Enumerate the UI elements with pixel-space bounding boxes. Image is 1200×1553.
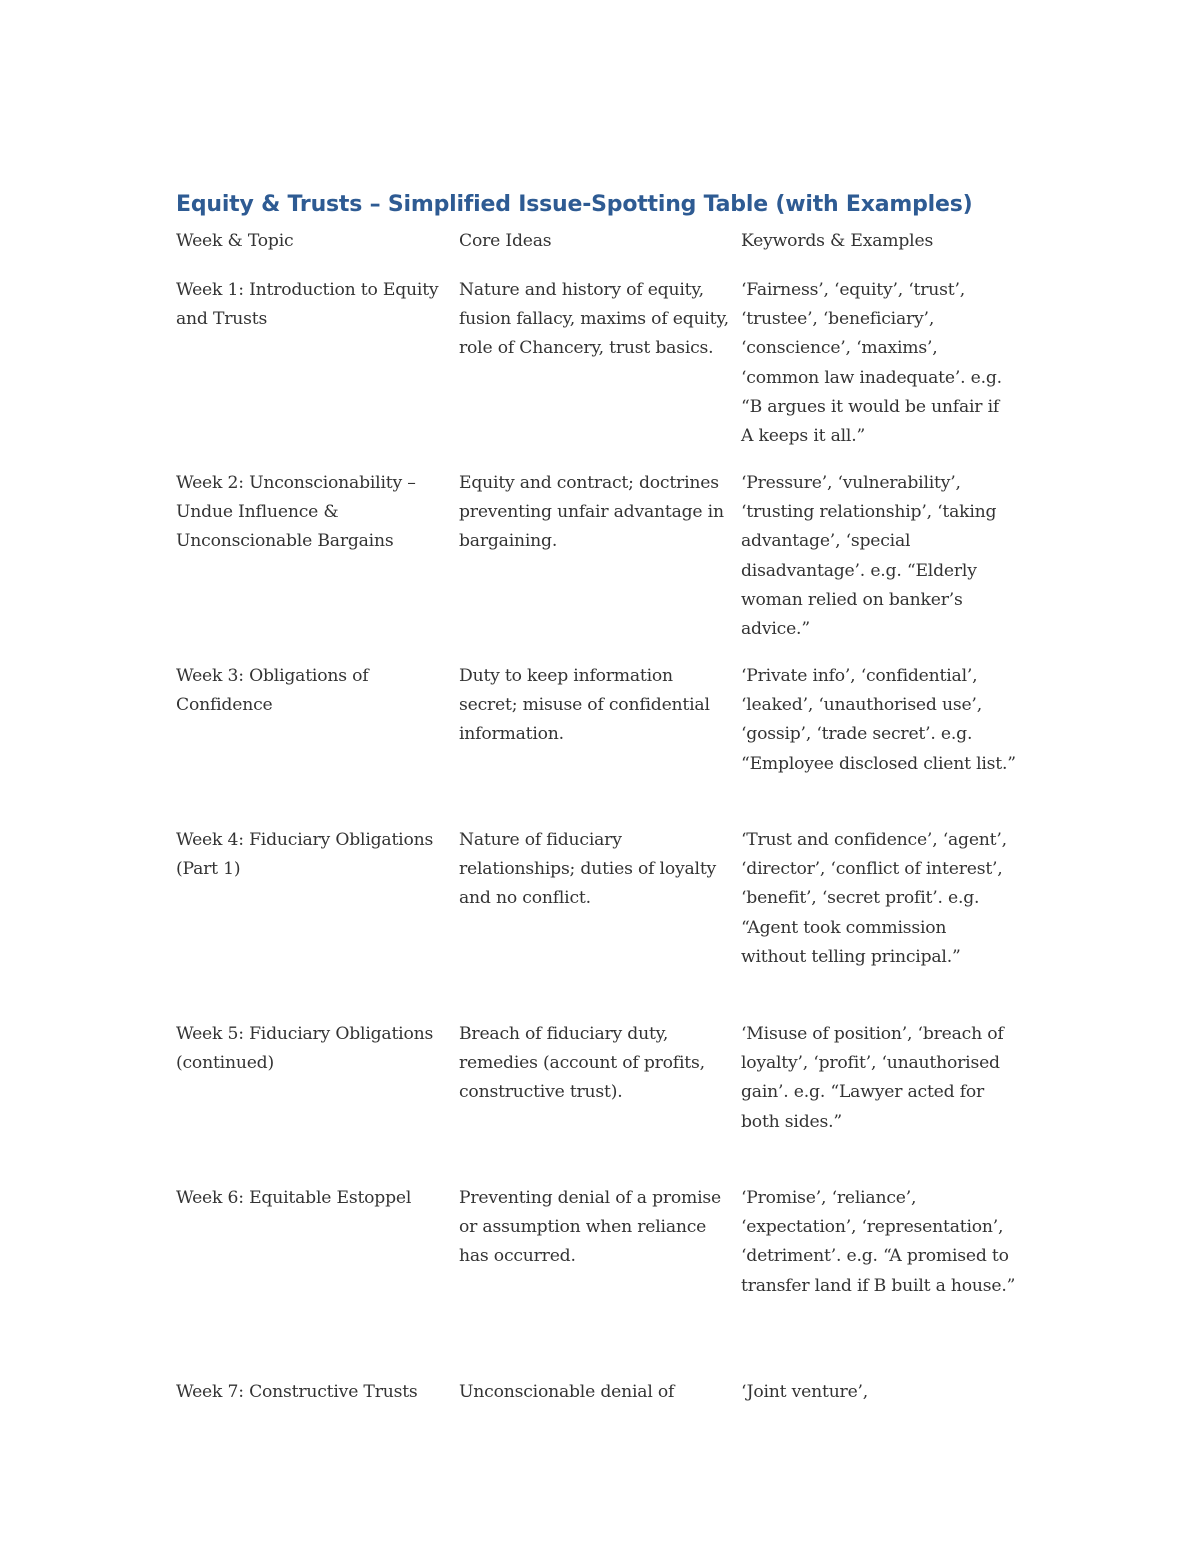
- row-keywords: ‘Promise’, ‘reliance’, ‘expectation’, ‘representation’, ‘detriment’. e.g. “A promised to transfer land if B built a house.”: [741, 1188, 1016, 1296]
- row-topic: Week 5: Fiduciary Obligations (continued): [176, 1024, 434, 1074]
- row-keywords: ‘Misuse of position’, ‘breach of loyalty’, ‘profit’, ‘unauthorised gain’. e.g. “Lawyer acted for both sides.”: [741, 1024, 1004, 1132]
- row-topic: Week 6: Equitable Estoppel: [176, 1188, 412, 1208]
- header-week-topic: Week & Topic: [176, 231, 294, 251]
- row-core-ideas: Equity and contract; doctrines preventing unfair advantage in bargaining.: [459, 473, 724, 552]
- row-keywords: ‘Joint venture’,: [741, 1382, 869, 1402]
- row-core-ideas: Duty to keep information secret; misuse of confidential information.: [459, 666, 710, 745]
- row-topic: Week 4: Fiduciary Obligations (Part 1): [176, 830, 434, 880]
- row-topic: Week 7: Constructive Trusts: [176, 1382, 418, 1402]
- row-keywords: ‘Trust and confidence’, ‘agent’, ‘director’, ‘conflict of interest’, ‘benefit’, ‘secret profit’. e.g. “Agent took commission without telling principal.”: [741, 830, 1007, 967]
- row-core-ideas: Preventing denial of a promise or assumption when reliance has occurred.: [459, 1188, 722, 1267]
- row-keywords: ‘Fairness’, ‘equity’, ‘trust’, ‘trustee’, ‘beneficiary’, ‘conscience’, ‘maxims’, ‘common law inadequate’. e.g. “B argues it would be unfair if A keeps it all.”: [741, 280, 1002, 447]
- header-core-ideas: Core Ideas: [459, 231, 552, 251]
- row-topic: Week 3: Obligations of Confidence: [176, 666, 369, 716]
- row-topic: Week 2: Unconscionability – Undue Influence & Unconscionable Bargains: [176, 473, 416, 552]
- row-topic: Week 1: Introduction to Equity and Trusts: [176, 280, 439, 330]
- row-core-ideas: Unconscionable denial of: [459, 1382, 675, 1402]
- row-core-ideas: Nature of fiduciary relationships; duties of loyalty and no conflict.: [459, 830, 717, 909]
- row-keywords: ‘Pressure’, ‘vulnerability’, ‘trusting relationship’, ‘taking advantage’, ‘special disadvantage’. e.g. “Elderly woman relied on banker’s advice.”: [741, 473, 997, 640]
- row-keywords: ‘Private info’, ‘confidential’, ‘leaked’, ‘unauthorised use’, ‘gossip’, ‘trade secret’. e.g. “Employee disclosed client list.”: [741, 666, 1016, 774]
- document-title: Equity & Trusts – Simplified Issue-Spotting Table (with Examples): [176, 192, 973, 217]
- header-keywords-examples: Keywords & Examples: [741, 231, 934, 251]
- row-core-ideas: Breach of fiduciary duty, remedies (account of profits, constructive trust).: [459, 1024, 705, 1103]
- row-core-ideas: Nature and history of equity, fusion fallacy, maxims of equity, role of Chancery, trust basics.: [459, 280, 729, 359]
